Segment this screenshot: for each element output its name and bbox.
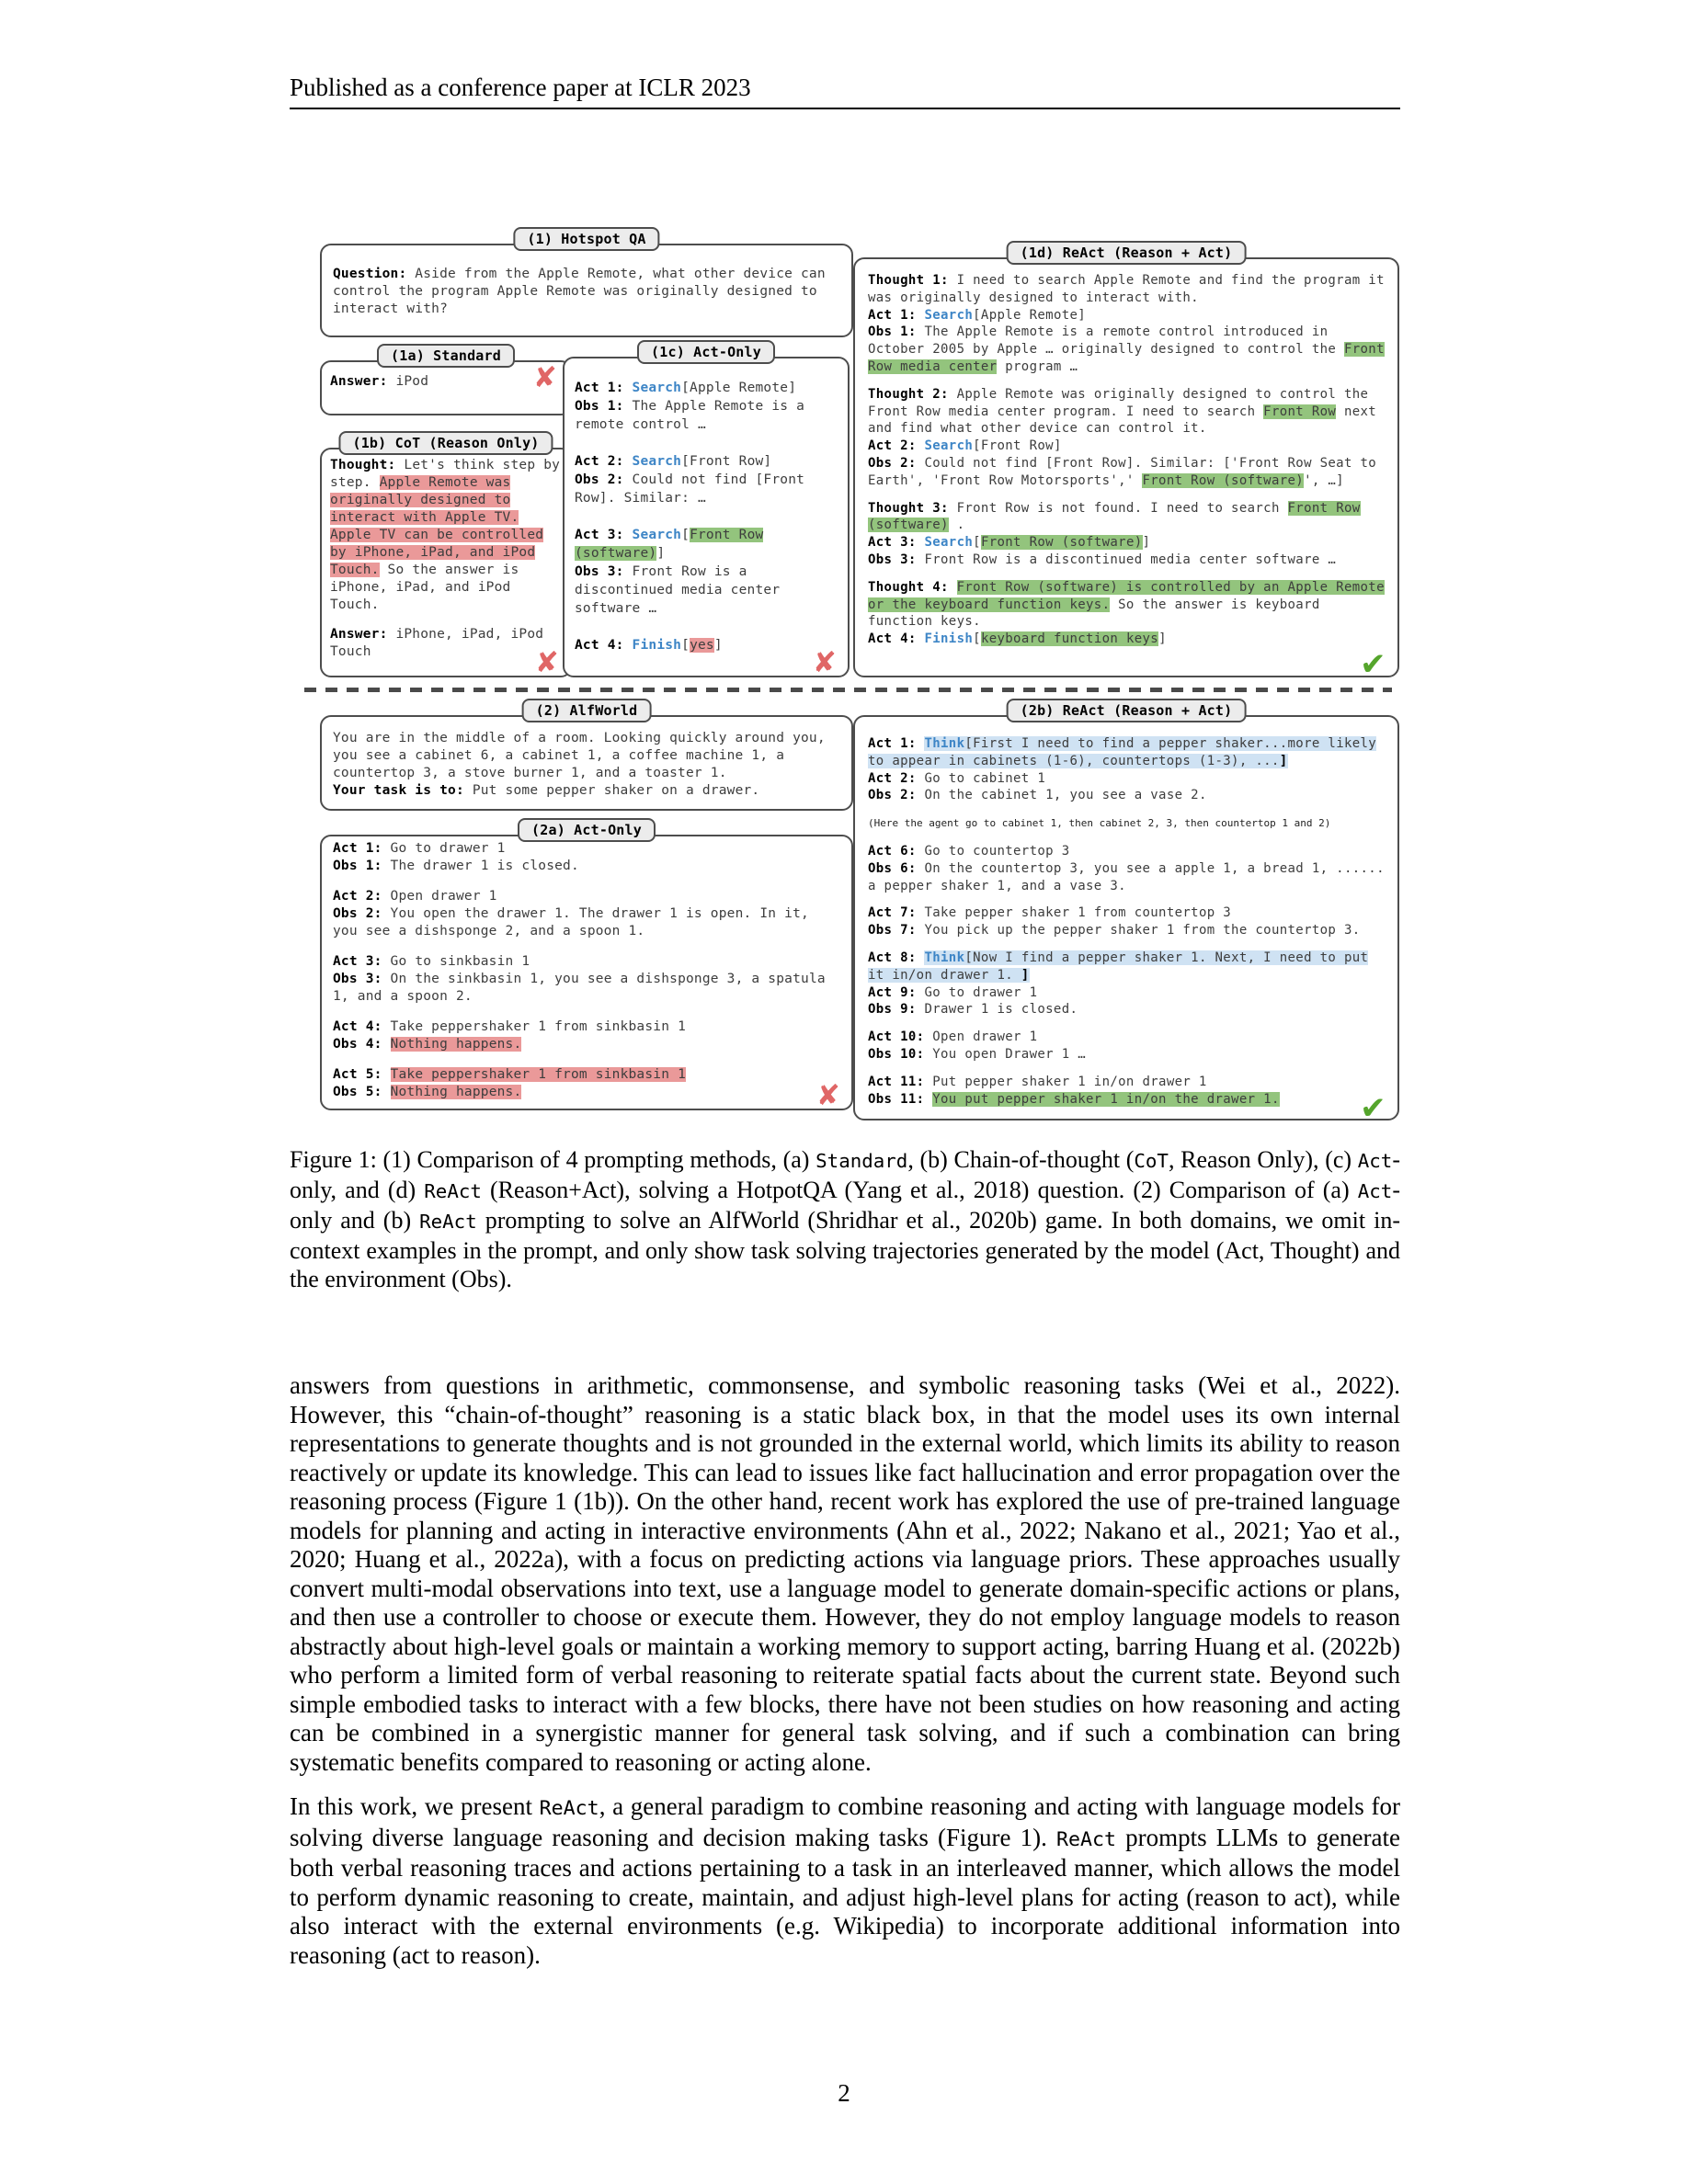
trajectory-line xyxy=(868,904,1385,922)
text-segment: Act 7: xyxy=(868,905,917,921)
trajectory-group xyxy=(333,730,840,800)
figure-box-label: (1b) CoT (Reason Only) xyxy=(338,431,553,455)
text-segment: Act 2: xyxy=(333,889,382,904)
text-segment: [First I need to find a pepper shaker...more likely to appear in cabinets (1-6), countertops (1-3), ... xyxy=(868,736,1377,768)
text-segment: Put some pepper shaker on a drawer. xyxy=(463,783,760,798)
text-segment: Obs 4: xyxy=(333,1037,382,1052)
text-segment: ReAct xyxy=(539,1797,599,1820)
text-segment: iPod xyxy=(387,374,429,389)
body-paragraph xyxy=(290,1792,1400,1970)
trajectory-line xyxy=(868,735,1385,770)
text-segment: Drawer 1 is closed. xyxy=(916,1002,1078,1018)
figure-box-hotspot-qa xyxy=(320,231,853,337)
text-segment: The drawer 1 is closed. xyxy=(382,859,579,873)
text-segment: Go to countertop 3 xyxy=(916,843,1070,859)
text-segment: Finish xyxy=(924,631,974,647)
trajectory-group xyxy=(868,386,1385,490)
text-segment: Obs 2: xyxy=(868,788,917,803)
text-segment xyxy=(382,1037,391,1052)
figure-box-standard xyxy=(320,347,572,415)
trajectory-group xyxy=(333,266,840,318)
text-segment: Act 4: xyxy=(868,631,917,647)
text-segment xyxy=(624,381,633,395)
text-segment: [Apple Remote] xyxy=(973,307,1087,323)
text-segment: Nothing happens. xyxy=(390,1037,522,1052)
text-segment: ] xyxy=(656,546,666,561)
trajectory-group xyxy=(575,452,838,507)
text-segment: Apple Remote was originally designed to interact with Apple TV. Apple TV can be controlled by iPhone, iPad, and iPod Touch. xyxy=(330,475,544,577)
text-segment: ReAct xyxy=(1055,1827,1116,1851)
text-segment: Go to sinkbasin 1 xyxy=(382,954,530,969)
trajectory-group xyxy=(575,379,838,434)
trajectory-group xyxy=(868,272,1385,376)
text-segment: In this work, we present xyxy=(290,1792,540,1820)
trajectory-line xyxy=(868,922,1385,939)
success-check-icon: ✔ xyxy=(1360,646,1386,684)
trajectory-group xyxy=(868,950,1385,1018)
text-segment: Front Row (software) xyxy=(868,500,1361,533)
text-segment: Act 5: xyxy=(333,1067,382,1082)
text-segment: Obs 3: xyxy=(575,564,624,579)
text-segment xyxy=(624,454,633,469)
text-segment: So the answer is iPhone, iPad, and iPod Touch. xyxy=(330,563,519,612)
trajectory-line xyxy=(333,971,840,1006)
text-segment xyxy=(382,1067,391,1082)
text-segment: [Apple Remote] xyxy=(681,381,797,395)
trajectory-line xyxy=(868,814,1385,833)
text-segment: Act 4: xyxy=(333,1019,382,1034)
figure-box-label: (2a) Act-Only xyxy=(518,818,656,842)
text-segment: Finish xyxy=(632,638,682,653)
text-segment: Act 3: xyxy=(868,535,917,551)
running-header: Published as a conference paper at ICLR 2023 xyxy=(290,74,751,101)
trajectory-line xyxy=(330,457,562,614)
trajectory-line xyxy=(333,730,840,782)
trajectory-line xyxy=(868,1091,1385,1109)
failure-x-icon: ✘ xyxy=(534,646,559,679)
text-segment: Answer: xyxy=(330,627,388,642)
trajectory-group xyxy=(868,843,1385,894)
text-segment: Search xyxy=(924,438,974,454)
trajectory-line xyxy=(868,500,1385,535)
text-segment: -only, and (d) xyxy=(290,1146,1400,1203)
text-segment: Thought 4: xyxy=(868,579,949,595)
text-segment: Act 3: xyxy=(575,528,624,542)
text-segment: ', …] xyxy=(1304,472,1344,488)
page-number: 2 xyxy=(838,2079,850,2107)
text-segment: Figure 1: (1) Comparison of 4 prompting methods, (a) xyxy=(290,1146,816,1173)
success-check-icon: ✔ xyxy=(1360,1089,1386,1127)
trajectory-line xyxy=(333,1036,840,1053)
text-segment: Put pepper shaker 1 in/on drawer 1 xyxy=(924,1074,1207,1089)
text-segment: You pick up the pepper shaker 1 from the countertop 3. xyxy=(916,923,1361,938)
text-segment: Thought 2: xyxy=(868,386,949,402)
text-segment: Let's think step by step. xyxy=(330,458,561,490)
text-segment: Obs 7: xyxy=(868,923,917,938)
text-segment: Obs 11: xyxy=(868,1091,925,1107)
text-segment: Obs 1: xyxy=(575,399,624,414)
text-segment xyxy=(949,580,957,595)
text-segment: Obs 5: xyxy=(333,1085,382,1099)
trajectory-group xyxy=(868,1029,1385,1064)
text-segment: Front Row (software) xyxy=(980,535,1143,551)
text-segment: Act 4: xyxy=(575,638,624,653)
text-segment: Act 8: xyxy=(868,950,917,965)
text-segment: On the sinkbasin 1, you see a dishsponge 3, a spatula 1, and a spoon 2. xyxy=(333,972,826,1004)
text-segment: Act 1: xyxy=(575,381,624,395)
text-segment: Think xyxy=(924,736,965,751)
trajectory-line xyxy=(868,860,1385,895)
figure-box-react-alfworld xyxy=(853,702,1399,1127)
text-segment: [Front Row] xyxy=(973,438,1062,454)
body-text xyxy=(290,1371,1400,1970)
figure-box-cot-reason-only xyxy=(320,435,572,679)
trajectory-line xyxy=(575,379,838,397)
text-segment: Go to drawer 1 xyxy=(916,984,1038,1000)
trajectory-line xyxy=(333,858,840,875)
failure-x-icon: ✘ xyxy=(532,361,557,394)
text-segment xyxy=(382,1085,391,1099)
text-segment: Act 2: xyxy=(868,770,917,786)
text-segment: Obs 9: xyxy=(868,1002,917,1018)
trajectory-line xyxy=(868,631,1385,648)
text-segment: -only and (b) xyxy=(290,1177,1400,1234)
text-segment: Act 1: xyxy=(868,736,917,751)
text-segment: [ xyxy=(681,638,690,653)
failure-x-icon: ✘ xyxy=(815,1079,840,1112)
trajectory-line xyxy=(575,452,838,471)
text-segment: Answer: xyxy=(330,374,388,389)
trajectory-line xyxy=(868,552,1385,569)
text-segment: Thought 1: xyxy=(868,273,949,288)
text-segment: Front Row media center xyxy=(868,342,1385,374)
text-segment: prompts LLMs to generate both verbal reasoning traces and actions pertaining to a task in an interleaved manner, which allows the model to perform dynamic reasoning to create, maintain, and adjust high-level plans for acting (reason to act), while also interact with the external environments (e.g. Wikipedia) to incorporate additional information into reasoning (act to reason). xyxy=(290,1823,1400,1969)
trajectory-line xyxy=(868,843,1385,860)
text-segment: Obs 10: xyxy=(868,1046,925,1062)
text-segment: Obs 2: xyxy=(575,472,624,487)
trajectory-line xyxy=(333,1084,840,1101)
text-segment: CoT xyxy=(1134,1150,1169,1172)
text-segment: Could not find [Front Row]. Similar: … xyxy=(575,472,805,506)
text-segment: Obs 1: xyxy=(868,324,917,340)
trajectory-line xyxy=(333,888,840,905)
text-segment: Act 6: xyxy=(868,843,917,859)
text-segment: [Front Row] xyxy=(681,454,772,469)
trajectory-line xyxy=(333,782,840,800)
text-segment: Obs 3: xyxy=(333,972,382,986)
text-segment: Search xyxy=(924,307,974,323)
trajectory-group xyxy=(333,1066,840,1101)
trajectory-line xyxy=(868,386,1385,438)
text-segment: Act 2: xyxy=(575,454,624,469)
trajectory-group xyxy=(868,814,1385,833)
trajectory-line xyxy=(868,324,1385,375)
text-segment: Open drawer 1 xyxy=(924,1029,1038,1045)
body-paragraph xyxy=(290,1371,1400,1777)
text-segment: Nothing happens. xyxy=(390,1085,522,1099)
trajectory-line xyxy=(333,266,840,318)
trajectory-line xyxy=(868,1029,1385,1046)
text-segment: Think xyxy=(924,950,965,965)
text-segment: , Reason Only), (c) xyxy=(1168,1146,1358,1173)
trajectory-line xyxy=(333,840,840,858)
text-segment: Act 11: xyxy=(868,1074,925,1089)
figure-divider xyxy=(304,688,1392,692)
trajectory-line xyxy=(868,1046,1385,1064)
text-segment: Obs 6: xyxy=(868,860,917,876)
text-segment: ReAct xyxy=(424,1180,482,1202)
trajectory-line xyxy=(868,455,1385,490)
figure-box-react-qa xyxy=(853,245,1399,684)
text-segment: Act xyxy=(1357,1150,1393,1172)
trajectory-line xyxy=(868,950,1385,984)
text-segment: Front Row (software) is controlled by an Apple Remote or the keyboard function keys. xyxy=(868,579,1385,612)
trajectory-line xyxy=(330,373,562,391)
text-segment: Question: xyxy=(333,267,407,281)
text-segment: Go to drawer 1 xyxy=(382,841,506,856)
text-segment: I need to search Apple Remote and find the program it was originally designed to interact with. xyxy=(868,273,1385,305)
text-segment: So the answer is keyboard function keys. xyxy=(868,597,1320,630)
text-segment: Obs 1: xyxy=(333,859,382,873)
text-segment: You open Drawer 1 … xyxy=(924,1046,1087,1062)
trajectory-line xyxy=(868,307,1385,324)
text-segment: (Reason+Act), solving a HotpotQA (Yang et al., 2018) question. (2) Comparison of (a) xyxy=(481,1177,1358,1203)
text-segment: Act 3: xyxy=(333,954,382,969)
text-segment: [ xyxy=(681,528,690,542)
text-segment: Apple Remote was originally designed to control the Front Row media center program. I need to search xyxy=(868,386,1369,419)
text-segment: Front Row is a discontinued media center software … xyxy=(575,564,781,616)
figure-caption xyxy=(290,1145,1400,1293)
trajectory-group xyxy=(575,526,838,618)
text-segment: Take peppershaker 1 from sinkbasin 1 xyxy=(390,1067,687,1082)
trajectory-group xyxy=(333,953,840,1006)
text-segment: answers from questions in arithmetic, commonsense, and symbolic reasoning tasks (Wei et al., 2022). However, this “chain-of-thought” reasoning is a static black box, in that the model uses its own internal representations to generate thoughts and is not grounded in the external world, which limits its ability to reason reactively or update its knowledge. This can lead to issues like fact hallucination and error propagation over the reasoning process (Figure 1 (1b)). On the other hand, recent work has explored the use of pre-trained language models for planning and acting in interactive environments (Ahn et al., 2022; Nakano et al., 2021; Yao et al., 2020; Huang et al., 2022a), with a focus on predicting actions via language priors. These approaches usually convert multi-modal observations into text, use a language model to generate domain-specific actions or plans, and then use a controller to choose or execute them. However, they do not employ language models to reason abstractly about high-level goals or maintain a working memory to support acting, barring Huang et al. (2022b) who perform a limited form of verbal reasoning to reiterate spatial facts about the current state. Beyond such simple embodied tasks to interact with a few blocks, there have not been studies on how reasoning and acting can be combined in a synergistic manner for general task solving, and if such a combination can bring systematic benefits compared to reasoning or acting alone. xyxy=(290,1371,1400,1776)
trajectory-line xyxy=(575,636,838,654)
text-segment: next and find what other device can control it. xyxy=(868,404,1377,437)
text-segment: Front Row (software) xyxy=(575,528,764,561)
trajectory-line xyxy=(868,787,1385,804)
text-segment: Obs 2: xyxy=(333,906,382,921)
text-segment: Search xyxy=(632,454,682,469)
trajectory-group xyxy=(330,373,562,391)
text-segment: Open drawer 1 xyxy=(382,889,497,904)
trajectory-group xyxy=(575,636,838,654)
text-segment: prompting to solve an AlfWorld (Shridhar et al., 2020b) game. In both domains, we omit in-context examples in the prompt, and only show task solving trajectories generated by the model (Act, Thought) and the environment (Obs). xyxy=(290,1207,1400,1292)
text-segment: Thought 3: xyxy=(868,500,949,516)
text-segment: ] xyxy=(1021,967,1030,983)
figure-box-act-only-qa xyxy=(563,344,850,679)
text-segment: Front Row is not found. I need to search xyxy=(948,500,1288,516)
text-segment: Search xyxy=(924,535,974,551)
text-segment: Take peppershaker 1 from sinkbasin 1 xyxy=(382,1019,686,1034)
trajectory-line xyxy=(330,626,562,661)
text-segment: Obs 2: xyxy=(868,455,917,471)
trajectory-line xyxy=(333,1066,840,1084)
text-segment: Search xyxy=(632,528,682,542)
figure-box-act-only-alfworld xyxy=(320,822,853,1112)
text-segment: ] xyxy=(1158,631,1167,647)
text-segment: Act xyxy=(1357,1180,1393,1202)
trajectory-line xyxy=(868,1001,1385,1018)
text-segment: , a general paradigm to combine reasoning and acting with language models for solving diverse language reasoning and decision making tasks (Figure 1). xyxy=(290,1792,1400,1851)
trajectory-line xyxy=(575,526,838,563)
text-segment: You put pepper shaker 1 in/on the drawer 1. xyxy=(932,1091,1280,1107)
text-segment: ] xyxy=(1142,535,1151,551)
text-segment: program … xyxy=(997,358,1078,374)
trajectory-line xyxy=(333,905,840,940)
trajectory-line xyxy=(333,1018,840,1036)
text-segment: ] xyxy=(713,638,723,653)
text-segment: iPhone, iPad, iPod Touch xyxy=(330,627,544,659)
text-segment: On the countertop 3, you see a apple 1, a bread 1, ...... a pepper shaker 1, and a vase 3. xyxy=(868,860,1385,893)
text-segment: Aside from the Apple Remote, what other device can control the program Apple Remote was originally designed to interact with? xyxy=(333,267,826,316)
text-segment: You open the drawer 1. The drawer 1 is open. In it, you see a dishsponge 2, and a spoon 1. xyxy=(333,906,809,938)
trajectory-line xyxy=(868,438,1385,455)
failure-x-icon: ✘ xyxy=(812,646,837,679)
figure-box-label: (1a) Standard xyxy=(377,344,515,368)
figure-box-alfworld xyxy=(320,702,853,811)
trajectory-group xyxy=(868,735,1385,804)
text-segment: Act 2: xyxy=(868,438,917,454)
trajectory-group xyxy=(868,1074,1385,1109)
figure-box-label: (2) AlfWorld xyxy=(522,699,652,722)
figure-box-label: (1c) Act-Only xyxy=(637,340,775,364)
text-segment: Act 1: xyxy=(333,841,382,856)
text-segment: You are in the middle of a room. Looking quickly around you, you see a cabinet 6, a cabinet 1, a coffee machine 1, a countertop 3, a stove burner 1, and a toaster 1. xyxy=(333,731,826,780)
trajectory-line xyxy=(868,272,1385,307)
trajectory-line xyxy=(575,563,838,618)
text-segment: Search xyxy=(632,381,682,395)
trajectory-line xyxy=(575,397,838,434)
text-segment: Front Row (software) xyxy=(1142,472,1305,488)
text-segment: Act 10: xyxy=(868,1029,925,1045)
trajectory-line xyxy=(868,1074,1385,1091)
text-segment: Your task is to: xyxy=(333,783,464,798)
trajectory-group xyxy=(868,579,1385,648)
trajectory-group xyxy=(868,904,1385,939)
text-segment xyxy=(924,1092,932,1107)
text-segment: Front Row is a discontinued media center software … xyxy=(916,552,1337,567)
figure-box-label: (1) Hotspot QA xyxy=(513,227,659,251)
trajectory-line xyxy=(868,770,1385,788)
text-segment: ] xyxy=(1279,753,1288,768)
text-segment: On the cabinet 1, you see a vase 2. xyxy=(916,788,1207,803)
text-segment: Take pepper shaker 1 from countertop 3 xyxy=(916,905,1232,921)
text-segment: Thought: xyxy=(330,458,396,472)
text-segment: The Apple Remote is a remote control … xyxy=(575,399,805,432)
text-segment: . xyxy=(948,518,965,533)
text-segment: [ xyxy=(973,535,981,551)
text-segment xyxy=(624,528,633,542)
text-segment: yes xyxy=(690,638,714,653)
text-segment: (Here the agent go to cabinet 1, then cabinet 2, 3, then countertop 1 and 2) xyxy=(868,817,1331,830)
text-segment: [ xyxy=(973,631,981,647)
trajectory-group xyxy=(330,457,562,614)
text-segment: The Apple Remote is a remote control introduced in October 2005 by Apple … originally designed to control the xyxy=(868,324,1344,358)
trajectory-line xyxy=(868,984,1385,1002)
trajectory-line xyxy=(868,579,1385,631)
trajectory-group xyxy=(333,1018,840,1053)
figure-box-label: (1d) ReAct (Reason + Act) xyxy=(1007,241,1247,265)
trajectory-group xyxy=(333,888,840,940)
text-segment: Act 9: xyxy=(868,984,917,1000)
trajectory-line xyxy=(333,953,840,971)
text-segment: keyboard function keys xyxy=(980,631,1159,647)
trajectory-group xyxy=(868,500,1385,569)
trajectory-group xyxy=(330,626,562,661)
text-segment: ReAct xyxy=(419,1211,477,1233)
figure-box-label: (2b) ReAct (Reason + Act) xyxy=(1007,699,1247,722)
text-segment xyxy=(624,638,633,653)
text-segment: [Now I find a pepper shaker 1. Next, I need to put it in/on drawer 1. xyxy=(868,950,1369,983)
text-segment: Standard xyxy=(815,1150,908,1172)
text-segment: Obs 3: xyxy=(868,552,917,567)
text-segment: Front Row xyxy=(1263,404,1337,419)
trajectory-group xyxy=(333,840,840,875)
trajectory-line xyxy=(575,471,838,507)
trajectory-line xyxy=(868,534,1385,552)
text-segment: Could not find [Front Row]. Similar: ['Front Row Seat to Earth', 'Front Row Motorsports',' xyxy=(868,455,1377,488)
text-segment: Act 1: xyxy=(868,307,917,323)
text-segment: , (b) Chain-of-thought ( xyxy=(907,1146,1135,1173)
text-segment: Go to cabinet 1 xyxy=(916,770,1046,786)
